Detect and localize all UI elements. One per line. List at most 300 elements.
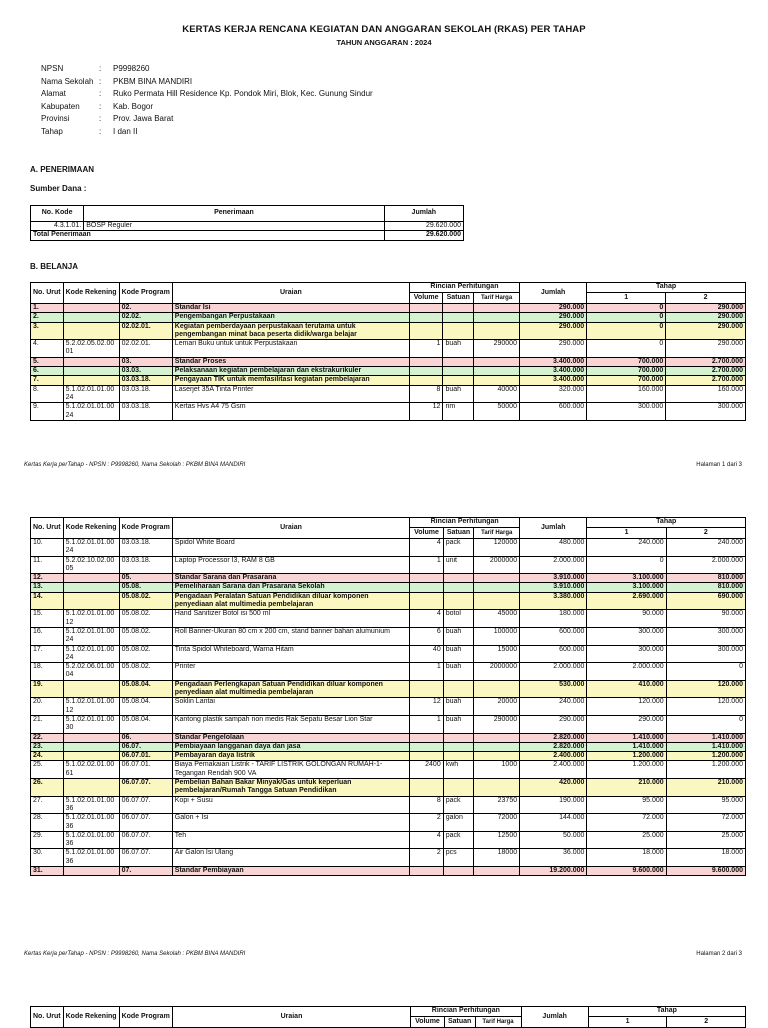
uraian-cell: Pengadaan Perlengkapan Satuan Pendidikan diluar komponen penyediaan alat multimedia pembelajaran [172,680,409,698]
satuan-cell: buah [443,698,474,716]
satuan-cell: rim [443,403,474,421]
no-urut-cell: 21. [31,715,64,733]
tarif-cell [474,304,520,313]
kode-rekening-cell: 5.1.02.01.01.0036 [63,849,119,867]
kode-program-cell: 05.08.02. [119,610,172,628]
kode-rekening-cell [63,574,119,583]
kode-program-cell: 06.07.01. [119,761,172,779]
tarif-cell: 40000 [474,385,520,403]
school-info [41,63,373,139]
satuan-cell: buah [443,385,474,403]
col-tarif-harga: Tarif Harga [474,528,520,539]
volume-cell [410,592,444,610]
tahap-2-cell: 95.000 [666,796,745,814]
no-urut-cell: 30. [31,849,64,867]
col-no-urut: No. Urut [31,1007,64,1028]
table-row [31,403,746,421]
col-jumlah: Jumlah [519,283,586,304]
kode-program-cell: 05.08. [119,583,172,592]
jumlah-cell: 3.910.000 [520,574,587,583]
kode-rekening-cell: 5.1.02.01.01.0024 [63,385,119,403]
kode-cell: 4.3.1.01. [31,222,84,231]
satuan-cell: buah [443,715,474,733]
kode-rekening-cell [63,733,119,742]
no-urut-cell: 8. [31,385,64,403]
no-urut-cell: 28. [31,814,64,832]
tarif-cell [474,313,520,322]
tahap-1-cell: 210.000 [587,779,666,797]
volume-cell: 1 [409,340,443,358]
no-urut-cell: 27. [31,796,64,814]
table-row [31,592,746,610]
uraian-cell: Hand Sanitizer Botol isi 500 ml [172,610,409,628]
table-row [31,574,746,583]
tahap-1-cell: 1.410.000 [587,742,666,751]
table-row [31,663,746,681]
col-rincian-perhitungan: Rincian Perhitungan [409,283,519,293]
kode-program-cell: 06.07.07. [119,849,172,867]
tahap-2-cell: 18.000 [666,849,745,867]
tarif-cell: 50000 [474,403,520,421]
kode-program-cell: 02.02. [119,313,172,322]
kode-rekening-cell: 5.2.02.10.02.0005 [63,556,119,574]
kode-rekening-cell [63,866,119,875]
satuan-cell: galon [443,814,474,832]
kode-program-cell: 03.03. [119,367,172,376]
kode-rekening-cell [63,376,119,385]
satuan-cell [443,376,474,385]
kode-rekening-cell [63,583,119,592]
table-row [31,583,746,592]
tarif-cell: 100000 [474,627,520,645]
uraian-cell: Pembayaran daya listrik [172,752,409,761]
jumlah-cell: 240.000 [520,698,587,716]
no-urut-cell: 7. [31,376,64,385]
tahap-2-cell: 290.000 [666,313,746,322]
info-label: Alamat [41,89,66,99]
tahap-2-cell: 1.410.000 [666,742,745,751]
col-jumlah: Jumlah [384,206,463,222]
kode-program-cell: 06.07.07. [119,814,172,832]
table-row [31,340,746,358]
volume-cell [409,367,443,376]
satuan-cell: kwh [443,761,474,779]
col-uraian: Uraian [172,518,409,539]
satuan-cell [443,866,474,875]
jumlah-cell: 480.000 [520,539,587,557]
tahap-1-cell: 700.000 [587,357,666,366]
jumlah-cell: 2.820.000 [520,742,587,751]
table-row [31,357,746,366]
tahap-2-cell: 2.700.000 [666,376,746,385]
tahap-1-cell: 120.000 [587,698,666,716]
kode-program-cell: 07. [119,866,172,875]
info-colon: : [99,64,102,73]
tahap-1-cell: 300.000 [587,645,666,663]
info-colon: : [99,76,102,86]
no-urut-cell: 13. [31,583,64,592]
tahap-2-cell: 90.000 [666,610,745,628]
volume-cell [409,313,443,322]
uraian-cell: Spidol White Board [172,539,409,557]
total-label: Total Penerimaan [31,231,385,240]
uraian-cell: Kertas Hvs A4 75 Gsm [172,403,409,421]
no-urut-cell: 15. [31,610,64,628]
col-tahap: Tahap [587,518,746,528]
uraian-cell: Standar Sarana dan Prasarana [172,574,409,583]
table-row [31,610,746,628]
tahap-1-cell: 290.000 [587,715,666,733]
info-value: PKBM BINA MANDIRI [113,76,193,86]
jumlah-cell: 3.400.000 [519,367,586,376]
no-urut-cell: 31. [31,866,64,875]
kode-program-cell: 06.07.07. [119,779,172,797]
table-row [31,385,746,403]
tahap-2-cell: 120.000 [666,680,745,698]
tarif-cell [474,752,520,761]
table-row [31,831,746,849]
volume-cell: 8 [410,796,444,814]
tahap-2-cell: 810.000 [666,583,745,592]
no-urut-cell: 29. [31,831,64,849]
no-urut-cell: 25. [31,761,64,779]
no-urut-cell: 26. [31,779,64,797]
info-value: I dan II [113,126,138,136]
col-tarif-harga: Tarif Harga [474,293,520,304]
jumlah-cell: 600.000 [520,627,587,645]
kode-program-cell: 05.08.04. [119,698,172,716]
info-label: NPSN [41,64,64,73]
kode-rekening-cell: 5.1.02.01.01.0036 [63,831,119,849]
uraian-cell: Laptop Processor I3, RAM 8 GB [172,556,409,574]
satuan-cell [443,779,474,797]
kode-rekening-cell: 5.1.02.02.01.0061 [63,761,119,779]
info-colon: : [99,89,102,99]
uraian-cell: Roll Banner-Ukuran 80 cm x 200 cm, stand banner bahan alumunium [172,627,409,645]
jumlah-cell: 2.400.000 [520,761,587,779]
info-label: Tahap [41,126,63,136]
uraian-cell: Kopi + Susu [172,796,409,814]
tahap-1-cell: 18.000 [587,849,666,867]
uraian-cell: Galon + Isi [172,814,409,832]
tarif-cell: 290000 [474,340,520,358]
tahap-1-cell: 300.000 [587,403,666,421]
info-label: Kabupaten [41,101,80,111]
volume-cell: 2 [410,849,444,867]
volume-cell [410,742,444,751]
kode-rekening-cell [63,752,119,761]
no-urut-cell: 2. [31,313,64,322]
satuan-cell [443,583,474,592]
tahap-1-cell: 3.100.000 [587,583,666,592]
no-urut-cell: 22. [31,733,64,742]
volume-cell: 8 [409,385,443,403]
col-tahap-2: 2 [666,293,746,304]
tarif-cell [474,574,520,583]
tahap-2-cell: 290.000 [666,322,746,340]
tarif-cell: 2000000 [474,663,520,681]
footer-left: Kertas Kerja perTahap - NPSN : P9998260, Nama Sekolah : PKBM BINA MANDIRI [24,462,246,468]
table-row [31,698,746,716]
tarif-cell: 72000 [474,814,520,832]
satuan-cell [443,304,474,313]
info-row [41,101,373,114]
tahap-2-cell: 72.000 [666,814,745,832]
volume-cell [409,376,443,385]
kode-rekening-cell [63,367,119,376]
uraian-cell: Pengayaan TIK untuk memfasilitasi kegiatan pembelajaran [172,376,409,385]
tahap-2-cell: 1.200.000 [666,761,745,779]
uraian-cell: Standar Pembiayaan [172,866,409,875]
uraian-cell: Pembiayaan langganan daya dan jasa [172,742,409,751]
uraian-cell: Tinta Spidol Whiteboard, Warna Hitam [172,645,409,663]
jumlah-cell: 600.000 [520,645,587,663]
satuan-cell: botol [443,610,474,628]
kode-rekening-cell [63,357,119,366]
table-row [31,222,464,231]
kode-program-cell: 05.08.04. [119,680,172,698]
info-value: Kab. Bogor [113,101,154,111]
tarif-cell: 2000000 [474,556,520,574]
jumlah-cell: 290.000 [519,340,586,358]
no-urut-cell: 12. [31,574,64,583]
tahap-2-cell: 810.000 [666,574,745,583]
table-row [31,376,746,385]
penerimaan-cell: BOSP Reguler [84,222,384,231]
table-row [31,761,746,779]
tarif-cell: 1000 [474,761,520,779]
kode-program-cell: 06. [119,733,172,742]
uraian-cell: Laserjet 35A Tinta Printer [172,385,409,403]
tahap-1-cell: 9.600.000 [587,866,666,875]
col-satuan: Satuan [444,1017,475,1028]
no-urut-cell: 4. [31,340,64,358]
info-row [41,113,373,126]
tahap-1-cell: 95.000 [587,796,666,814]
table-row [31,680,746,698]
tahap-1-cell: 1.200.000 [587,761,666,779]
uraian-cell: Pembelian Bahan Bakar Minyak/Gas untuk keperluan pembelajaran/Rumah Tangga Satuan Pendidikan [172,779,409,797]
tahap-1-cell: 0 [587,313,666,322]
tahap-2-cell: 0 [666,663,745,681]
satuan-cell [443,733,474,742]
table-row [31,752,746,761]
jumlah-cell: 290.000 [520,715,587,733]
tarif-cell [474,367,520,376]
kode-rekening-cell: 5.2.02.06.01.0004 [63,663,119,681]
info-row [41,76,373,89]
tahap-2-cell: 1.200.000 [666,752,745,761]
tahap-2-cell: 240.000 [666,539,745,557]
tarif-cell: 290000 [474,715,520,733]
belanja-table-page-3 [30,1006,746,1028]
col-tahap-1: 1 [587,528,666,539]
tahap-2-cell: 1.410.000 [666,733,745,742]
tahap-1-cell: 700.000 [587,376,666,385]
kode-program-cell: 05.08.02. [119,592,172,610]
col-kode-rekening: Kode Rekening [63,283,119,304]
tarif-cell [474,583,520,592]
belanja-table-page-2 [30,517,746,876]
tahap-1-cell: 240.000 [587,539,666,557]
satuan-cell [443,574,474,583]
info-row [41,88,373,101]
kode-program-cell: 06.07. [119,742,172,751]
no-urut-cell: 6. [31,367,64,376]
col-tahap-1: 1 [588,1017,667,1028]
jumlah-cell: 530.000 [520,680,587,698]
col-rincian-perhitungan: Rincian Perhitungan [411,1007,521,1017]
col-satuan: Satuan [443,293,474,304]
table-row [31,367,746,376]
tahap-2-cell: 690.000 [666,592,745,610]
satuan-cell [443,752,474,761]
kode-program-cell: 06.07.07. [119,796,172,814]
info-row [41,126,373,139]
kode-program-cell: 05.08.02. [119,627,172,645]
kode-rekening-cell: 5.1.02.01.01.0024 [63,627,119,645]
footer-page-number: Halaman 1 dari 3 [696,462,742,468]
jumlah-cell: 3.380.000 [520,592,587,610]
volume-cell [410,779,444,797]
col-kode-rekening: Kode Rekening [63,1007,119,1028]
jumlah-cell: 2.400.000 [520,752,587,761]
satuan-cell: pcs [443,849,474,867]
uraian-cell: Pengembangan Perpustakaan [172,313,409,322]
jumlah-cell: 290.000 [519,304,586,313]
tahap-1-cell: 160.000 [587,385,666,403]
satuan-cell [443,313,474,322]
info-label: Nama Sekolah [41,76,94,86]
jumlah-cell: 290.000 [519,322,586,340]
tarif-cell [474,680,520,698]
jumlah-cell: 3.400.000 [519,357,586,366]
tahap-2-cell: 290.000 [666,340,746,358]
satuan-cell [443,742,474,751]
tahap-1-cell: 300.000 [587,627,666,645]
volume-cell [410,680,444,698]
tahap-2-cell: 300.000 [666,645,745,663]
kode-rekening-cell [63,779,119,797]
jumlah-cell: 2.000.000 [520,663,587,681]
kode-rekening-cell [63,322,119,340]
tahap-1-cell: 2.690.000 [587,592,666,610]
kode-rekening-cell: 5.1.02.01.01.0012 [63,610,119,628]
no-urut-cell: 18. [31,663,64,681]
volume-cell [410,733,444,742]
col-jumlah: Jumlah [521,1007,588,1028]
kode-program-cell: 05. [119,574,172,583]
kode-program-cell: 06.07.07. [119,831,172,849]
col-uraian: Uraian [172,283,409,304]
table-row [31,849,746,867]
col-no-urut: No. Urut [31,518,64,539]
satuan-cell: pack [443,831,474,849]
volume-cell: 2 [410,814,444,832]
col-tahap-2: 2 [667,1017,746,1028]
table-row [31,715,746,733]
tahap-1-cell: 0 [587,322,666,340]
col-satuan: Satuan [443,528,474,539]
volume-cell: 4 [410,610,444,628]
satuan-cell: buah [443,645,474,663]
tarif-cell: 12500 [474,831,520,849]
kode-rekening-cell: 5.1.02.01.01.0024 [63,403,119,421]
no-urut-cell: 10. [31,539,64,557]
footer-left: Kertas Kerja perTahap - NPSN : P9998260, Nama Sekolah : PKBM BINA MANDIRI [24,951,246,957]
kode-program-cell: 02. [119,304,172,313]
kode-program-cell: 03.03.18. [119,403,172,421]
jumlah-cell: 3.400.000 [519,376,586,385]
jumlah-cell: 320.000 [519,385,586,403]
no-urut-cell: 20. [31,698,64,716]
kode-rekening-cell: 5.1.02.01.01.0024 [63,645,119,663]
satuan-cell: buah [443,627,474,645]
kode-program-cell: 06.07.01. [119,752,172,761]
kode-rekening-cell: 5.1.02.01.01.0036 [63,814,119,832]
col-no-urut: No. Urut [31,283,64,304]
tahap-1-cell: 25.000 [587,831,666,849]
col-tarif-harga: Tarif Harga [475,1017,521,1028]
info-label: Provinsi [41,114,70,124]
volume-cell: 1 [410,715,444,733]
jumlah-cell: 144.000 [520,814,587,832]
no-urut-cell: 19. [31,680,64,698]
satuan-cell [443,322,474,340]
jumlah-cell: 420.000 [520,779,587,797]
col-jumlah: Jumlah [520,518,587,539]
tarif-cell: 23750 [474,796,520,814]
uraian-cell: Teh [172,831,409,849]
jumlah-cell: 180.000 [520,610,587,628]
jumlah-cell: 50.000 [520,831,587,849]
col-volume: Volume [410,528,444,539]
col-kode-rekening: Kode Rekening [63,518,119,539]
tahap-2-cell: 210.000 [666,779,745,797]
volume-cell: 12 [410,698,444,716]
uraian-cell: Lemari Buku untuk untuk Perpustakaan [172,340,409,358]
kode-rekening-cell: 5.1.02.01.01.0036 [63,796,119,814]
total-row [31,231,464,240]
volume-cell [410,752,444,761]
volume-cell: 6 [410,627,444,645]
col-uraian: Uraian [172,1007,410,1028]
volume-cell: 4 [410,831,444,849]
total-value: 29.620.000 [384,231,463,240]
satuan-cell [443,357,474,366]
uraian-cell: Standar Pengelolaan [172,733,409,742]
kode-program-cell: 03. [119,357,172,366]
volume-cell [410,574,444,583]
tahap-2-cell: 120.000 [666,698,745,716]
uraian-cell: Air Galon Isi Ulang [172,849,409,867]
col-kode-program: Kode Program [119,1007,172,1028]
no-urut-cell: 11. [31,556,64,574]
col-tahap: Tahap [588,1007,745,1017]
no-urut-cell: 23. [31,742,64,751]
uraian-cell: Standar Proses [172,357,409,366]
kode-program-cell: 02.02.01. [119,322,172,340]
info-value: P9998260 [113,64,150,73]
no-urut-cell: 5. [31,357,64,366]
kode-rekening-cell [63,592,119,610]
volume-cell [409,357,443,366]
tahap-1-cell: 0 [587,556,666,574]
tahap-1-cell: 1.410.000 [587,733,666,742]
volume-cell: 2400 [410,761,444,779]
tahap-1-cell: 410.000 [587,680,666,698]
tarif-cell [474,866,520,875]
